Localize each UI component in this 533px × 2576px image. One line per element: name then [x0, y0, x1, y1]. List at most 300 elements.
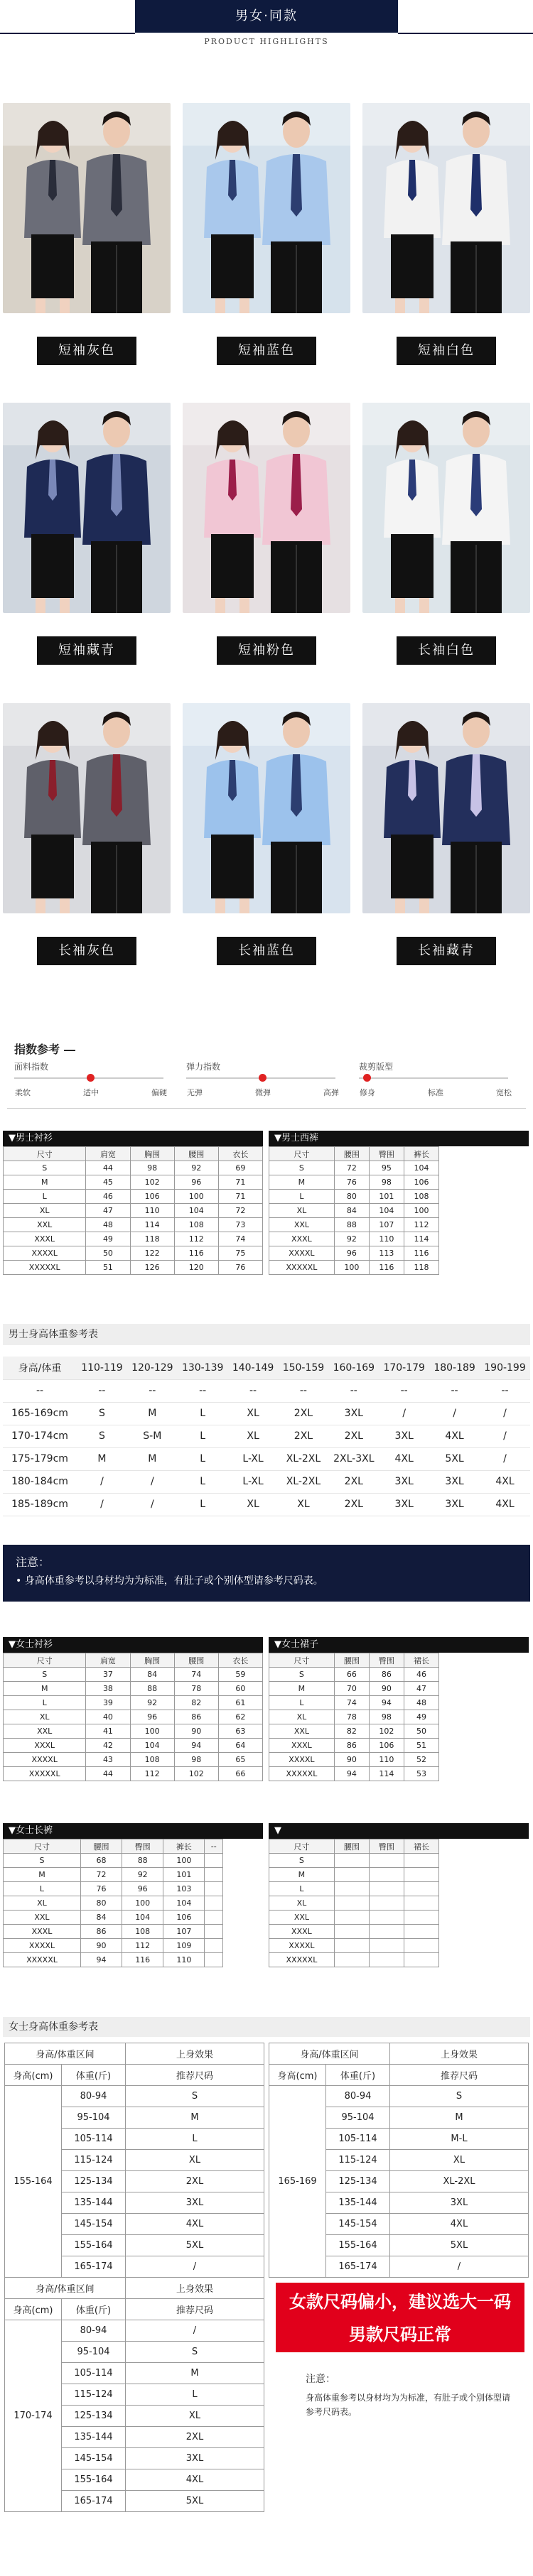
- table-cell: 165-169: [269, 2086, 326, 2278]
- table-row: [4, 1882, 223, 1896]
- table-cell: 122: [130, 1246, 174, 1261]
- index-tick: 宽松: [496, 1088, 512, 1097]
- table-row: [269, 1696, 439, 1710]
- table-cell: XL-2XL: [279, 1447, 329, 1470]
- table-cell: XL: [4, 1204, 86, 1218]
- table-header: 腰围: [334, 1839, 369, 1854]
- table-cell: 92: [174, 1161, 218, 1175]
- table-cell: 115-124: [326, 2150, 390, 2171]
- table-cell: 95-104: [326, 2107, 390, 2129]
- table-cell: XXXL: [4, 1925, 81, 1939]
- table-cell: XXXXXL: [4, 1953, 81, 1967]
- table-cell: 5XL: [126, 2491, 264, 2512]
- table-cell: 107: [163, 1925, 205, 1939]
- table-row: [269, 1261, 439, 1275]
- table-cell: 135-144: [62, 2427, 126, 2448]
- table-cell: [369, 1953, 404, 1967]
- small-note-title: 注意：: [306, 2374, 335, 2385]
- page-title: 男女·同款: [135, 0, 398, 33]
- table-cell: [404, 1925, 438, 1939]
- table-cell: 5XL: [390, 2235, 529, 2256]
- table-cell: 40: [86, 1710, 130, 1724]
- table-cell: /: [77, 1470, 127, 1493]
- table-cell: 101: [163, 1868, 205, 1882]
- men-shirt-title: ▼男士衬衫: [3, 1131, 263, 1146]
- page-subtitle: PRODUCT HIGHLIGHTS: [204, 37, 329, 46]
- table-cell: 94: [369, 1696, 404, 1710]
- table-cell: XXXXL: [4, 1246, 86, 1261]
- table-cell: 112: [130, 1767, 174, 1781]
- table-cell: --: [379, 1379, 429, 1402]
- product-label: 长袖灰色: [37, 937, 136, 965]
- table-row: [269, 1911, 439, 1925]
- table-cell: 2XL: [279, 1402, 329, 1425]
- product-label: 短袖灰色: [37, 337, 136, 365]
- product-label: 短袖藏青: [37, 636, 136, 665]
- table-cell: --: [429, 1379, 480, 1402]
- women-pants-title: ▼女士长裤: [3, 1823, 263, 1839]
- table-cell: 47: [404, 1682, 438, 1696]
- table-cell: XL: [228, 1402, 279, 1425]
- table-cell: S: [126, 2342, 264, 2363]
- table-cell: XL-2XL: [279, 1470, 329, 1493]
- table-cell: 65: [218, 1753, 262, 1767]
- table-cell: 125-134: [326, 2171, 390, 2192]
- table-cell: L: [178, 1447, 228, 1470]
- women-ref-table-2: [269, 2043, 529, 2278]
- table-cell: 90: [80, 1939, 122, 1953]
- men-ref-table: [3, 1357, 530, 1516]
- table-cell: S: [77, 1425, 127, 1447]
- table-cell: 4XL: [126, 2214, 264, 2235]
- table-cell: 82: [334, 1724, 369, 1739]
- table-row: [4, 1710, 263, 1724]
- table-cell: /: [429, 1402, 480, 1425]
- table-cell: 80-94: [62, 2086, 126, 2107]
- index-tick: 标准: [428, 1088, 443, 1097]
- table-cell: 106: [404, 1175, 438, 1190]
- table-cell: 96: [130, 1710, 174, 1724]
- men-pants-title: ▼男士西裤: [269, 1131, 529, 1146]
- table-cell: 115-124: [62, 2384, 126, 2406]
- table-cell: M: [269, 1175, 335, 1190]
- table-cell: 114: [369, 1767, 404, 1781]
- table-row: [4, 1190, 263, 1204]
- table-row: [4, 1161, 263, 1175]
- table-cell: [369, 1868, 404, 1882]
- table-header: 裤长: [163, 1839, 205, 1854]
- table-cell: XXXXL: [4, 1753, 86, 1767]
- table-cell: XXL: [4, 1724, 86, 1739]
- table-cell: XXL: [4, 1218, 86, 1232]
- table-cell: 75: [218, 1246, 262, 1261]
- table-header: 身高(cm): [269, 2065, 326, 2086]
- table-header: 110-119: [77, 1357, 127, 1379]
- table-cell: 100: [404, 1204, 438, 1218]
- table-cell: 104: [130, 1739, 174, 1753]
- index-group-label: 裁剪版型: [359, 1062, 394, 1072]
- product-photo[interactable]: [362, 403, 530, 613]
- table-cell: 115-124: [62, 2150, 126, 2171]
- small-note: [306, 2372, 512, 2419]
- table-cell: L: [4, 1190, 86, 1204]
- table-cell: 145-154: [326, 2214, 390, 2235]
- table-cell: 2XL: [126, 2427, 264, 2448]
- table-cell: 5XL: [429, 1447, 480, 1470]
- table-cell: XXXXL: [269, 1939, 335, 1953]
- table-cell: 116: [174, 1246, 218, 1261]
- table-row: [269, 1175, 439, 1190]
- table-cell: 37: [86, 1668, 130, 1682]
- table-cell: 94: [174, 1739, 218, 1753]
- table-cell: 175-179cm: [3, 1447, 77, 1470]
- table-cell: 101: [369, 1190, 404, 1204]
- table-cell: 66: [218, 1767, 262, 1781]
- table-cell: 51: [404, 1739, 438, 1753]
- table-cell: 59: [218, 1668, 262, 1682]
- divider: [7, 1108, 526, 1109]
- table-cell: XXXXXL: [4, 1767, 86, 1781]
- table-cell: 180-184cm: [3, 1470, 77, 1493]
- table-cell: 5XL: [126, 2235, 264, 2256]
- table-cell: 53: [404, 1767, 438, 1781]
- table-header: 推荐尺码: [390, 2065, 529, 2086]
- table-header: 臀围: [369, 1147, 404, 1161]
- table-row: [4, 1911, 223, 1925]
- table-cell: 50: [404, 1724, 438, 1739]
- table-row: [4, 1668, 263, 1682]
- table-row: [269, 1925, 439, 1939]
- table-cell: 76: [80, 1882, 122, 1896]
- table-cell: S: [4, 1161, 86, 1175]
- table-cell: /: [379, 1402, 429, 1425]
- table-cell: 45: [86, 1175, 130, 1190]
- table-cell: 48: [404, 1696, 438, 1710]
- table-header: 尺寸: [269, 1839, 335, 1854]
- index-tick: 偏硬: [151, 1088, 167, 1097]
- women-skirt-table: [269, 1653, 439, 1781]
- table-cell: 3XL: [379, 1470, 429, 1493]
- table-row: [4, 1175, 263, 1190]
- table-cell: --: [3, 1379, 77, 1402]
- table-cell: 90: [174, 1724, 218, 1739]
- table-cell: 72: [218, 1204, 262, 1218]
- table-cell: 114: [404, 1232, 438, 1246]
- table-cell: 104: [163, 1896, 205, 1911]
- index-group-label: 面料指数: [14, 1062, 49, 1072]
- table-cell: 3XL: [429, 1470, 480, 1493]
- table-cell: XXL: [269, 1218, 335, 1232]
- table-cell: 104: [174, 1204, 218, 1218]
- table-cell: 3XL: [328, 1402, 379, 1425]
- table-cell: 112: [174, 1232, 218, 1246]
- table-cell: 73: [218, 1218, 262, 1232]
- table-cell: 165-174: [326, 2256, 390, 2278]
- table-cell: 42: [86, 1739, 130, 1753]
- table-header: 身高/体重区间: [269, 2043, 390, 2065]
- table-header: 肩宽: [86, 1147, 130, 1161]
- table-cell: 92: [130, 1696, 174, 1710]
- table-cell: [205, 1925, 223, 1939]
- table-row: [5, 2086, 264, 2107]
- index-title: 指数参考: [14, 1040, 75, 1057]
- table-header: 尺寸: [4, 1653, 86, 1668]
- product-label: 长袖白色: [397, 636, 496, 665]
- table-row: [4, 1925, 223, 1939]
- table-cell: 50: [86, 1246, 130, 1261]
- table-header: 尺寸: [269, 1653, 335, 1668]
- table-cell: XXXL: [269, 1232, 335, 1246]
- table-cell: 107: [369, 1218, 404, 1232]
- product-photo[interactable]: [3, 703, 171, 913]
- table-row: [4, 1896, 223, 1911]
- table-cell: 49: [86, 1232, 130, 1246]
- table-cell: 80: [80, 1896, 122, 1911]
- table-cell: 39: [86, 1696, 130, 1710]
- product-photo[interactable]: [183, 703, 350, 913]
- table-cell: 2XL: [126, 2171, 264, 2192]
- table-cell: XXL: [269, 1724, 335, 1739]
- table-cell: S: [269, 1161, 335, 1175]
- table-cell: M: [126, 2363, 264, 2384]
- table-cell: 86: [174, 1710, 218, 1724]
- table-cell: 108: [174, 1218, 218, 1232]
- table-header: 裤长: [404, 1147, 438, 1161]
- table-header: 尺寸: [4, 1147, 86, 1161]
- table-cell: [404, 1854, 438, 1868]
- table-cell: 106: [369, 1739, 404, 1753]
- table-cell: [334, 1882, 369, 1896]
- table-header: 臀围: [122, 1839, 163, 1854]
- table-cell: 155-164: [62, 2469, 126, 2491]
- table-row: [269, 2086, 529, 2107]
- table-cell: XL: [390, 2150, 529, 2171]
- table-row: [269, 1953, 439, 1967]
- table-cell: S: [4, 1854, 81, 1868]
- table-cell: 94: [80, 1953, 122, 1967]
- table-cell: XL: [126, 2150, 264, 2171]
- table-cell: S: [126, 2086, 264, 2107]
- table-cell: 96: [334, 1246, 369, 1261]
- table-header: 上身效果: [390, 2043, 529, 2065]
- table-cell: 98: [369, 1710, 404, 1724]
- table-cell: 105-114: [62, 2129, 126, 2150]
- table-cell: [404, 1911, 438, 1925]
- table-header: 上身效果: [126, 2043, 264, 2065]
- table-row: [4, 1232, 263, 1246]
- table-row: [4, 1696, 263, 1710]
- product-photo[interactable]: [183, 403, 350, 613]
- table-cell: /: [127, 1470, 178, 1493]
- table-cell: --: [228, 1379, 279, 1402]
- product-photo[interactable]: [3, 103, 171, 313]
- table-cell: 2XL-3XL: [328, 1447, 379, 1470]
- table-cell: 94: [334, 1767, 369, 1781]
- table-cell: 126: [130, 1261, 174, 1275]
- table-cell: 109: [163, 1939, 205, 1953]
- table-cell: M: [77, 1447, 127, 1470]
- table-header: 衣长: [218, 1147, 262, 1161]
- table-header: 裙长: [404, 1653, 438, 1668]
- table-cell: 4XL: [379, 1447, 429, 1470]
- table-cell: 102: [130, 1175, 174, 1190]
- table-header: 腰围: [80, 1839, 122, 1854]
- table-cell: 108: [404, 1190, 438, 1204]
- table-cell: M: [390, 2107, 529, 2129]
- table-cell: XXXXXL: [269, 1767, 335, 1781]
- table-cell: [205, 1882, 223, 1896]
- table-header: 身高/体重区间: [5, 2043, 126, 2065]
- table-cell: M: [127, 1447, 178, 1470]
- table-header: 臀围: [369, 1653, 404, 1668]
- table-cell: 3XL: [126, 2192, 264, 2214]
- table-cell: [369, 1939, 404, 1953]
- table-cell: /: [390, 2256, 529, 2278]
- table-cell: 84: [80, 1911, 122, 1925]
- table-cell: L: [269, 1190, 335, 1204]
- table-row: [4, 1767, 263, 1781]
- table-cell: 49: [404, 1710, 438, 1724]
- table-cell: [404, 1939, 438, 1953]
- table-header: 身高(cm): [5, 2065, 62, 2086]
- table-row: [269, 1753, 439, 1767]
- table-header: 臀围: [369, 1839, 404, 1854]
- product-label: 短袖蓝色: [217, 337, 316, 365]
- table-cell: [334, 1925, 369, 1939]
- table-cell: XL: [279, 1493, 329, 1516]
- table-cell: 108: [130, 1753, 174, 1767]
- table-cell: XXXL: [269, 1739, 335, 1753]
- product-photo[interactable]: [362, 103, 530, 313]
- table-header: 推荐尺码: [126, 2299, 264, 2320]
- women-shirt-table: [3, 1653, 263, 1781]
- table-cell: [205, 1896, 223, 1911]
- table-cell: 4XL: [480, 1470, 530, 1493]
- table-header: 180-189: [429, 1357, 480, 1379]
- table-cell: 95-104: [62, 2342, 126, 2363]
- table-cell: [369, 1911, 404, 1925]
- table-cell: 145-154: [62, 2448, 126, 2469]
- table-cell: 64: [218, 1739, 262, 1753]
- table-cell: XXXXL: [4, 1939, 81, 1953]
- table-cell: /: [480, 1447, 530, 1470]
- table-header: 腰围: [174, 1147, 218, 1161]
- table-header: 胸围: [130, 1653, 174, 1668]
- table-cell: 76: [334, 1175, 369, 1190]
- table-row: [269, 1190, 439, 1204]
- table-cell: L: [126, 2384, 264, 2406]
- index-marker: [87, 1074, 95, 1082]
- product-label: 短袖粉色: [217, 636, 316, 665]
- table-cell: 2XL: [328, 1425, 379, 1447]
- index-marker: [363, 1074, 371, 1082]
- table-cell: 104: [369, 1204, 404, 1218]
- table-header: 腰围: [334, 1653, 369, 1668]
- table-cell: 103: [163, 1882, 205, 1896]
- table-cell: [369, 1882, 404, 1896]
- note-box: [3, 1545, 530, 1602]
- table-cell: [205, 1953, 223, 1967]
- table-cell: 66: [334, 1668, 369, 1682]
- table-cell: XL-2XL: [390, 2171, 529, 2192]
- table-cell: 46: [404, 1668, 438, 1682]
- table-cell: 48: [86, 1218, 130, 1232]
- product-photo[interactable]: [183, 103, 350, 313]
- table-row: [3, 1402, 530, 1425]
- table-cell: 165-174: [62, 2256, 126, 2278]
- table-cell: XL: [126, 2406, 264, 2427]
- table-row: [4, 1739, 263, 1753]
- table-cell: 86: [369, 1668, 404, 1682]
- table-cell: 104: [404, 1161, 438, 1175]
- table-cell: 80: [334, 1190, 369, 1204]
- blank-table-title: ▼: [269, 1823, 529, 1839]
- table-cell: [205, 1868, 223, 1882]
- table-cell: XL: [269, 1896, 335, 1911]
- table-header: 腰围: [174, 1653, 218, 1668]
- table-cell: [369, 1854, 404, 1868]
- table-row: [3, 1425, 530, 1447]
- table-cell: [334, 1953, 369, 1967]
- women-shirt-title: ▼女士衬衫: [3, 1637, 263, 1653]
- table-cell: --: [279, 1379, 329, 1402]
- table-row: [269, 1218, 439, 1232]
- table-cell: XL: [228, 1425, 279, 1447]
- index-track: [359, 1077, 508, 1079]
- table-row: [4, 1246, 263, 1261]
- table-cell: 88: [122, 1854, 163, 1868]
- table-cell: 90: [369, 1682, 404, 1696]
- table-cell: 80-94: [62, 2320, 126, 2342]
- table-row: [4, 1261, 263, 1275]
- table-row: [269, 1161, 439, 1175]
- table-cell: 165-169cm: [3, 1402, 77, 1425]
- table-cell: 120: [174, 1261, 218, 1275]
- women-pants-table: [3, 1839, 223, 1967]
- table-cell: 4XL: [429, 1425, 480, 1447]
- table-cell: 100: [130, 1724, 174, 1739]
- product-photo[interactable]: [3, 403, 171, 613]
- table-cell: --: [328, 1379, 379, 1402]
- table-cell: XL: [269, 1204, 335, 1218]
- table-cell: 84: [130, 1668, 174, 1682]
- product-label: 长袖蓝色: [217, 937, 316, 965]
- table-cell: S: [269, 1668, 335, 1682]
- table-cell: 70: [334, 1682, 369, 1696]
- size-warning-women: 女款尺码偏小，建议选大一码: [289, 2292, 511, 2312]
- men-pants-table: [269, 1146, 439, 1275]
- table-header: 身高(cm): [5, 2299, 62, 2320]
- table-cell: M: [4, 1868, 81, 1882]
- blank-size-table: [269, 1839, 439, 1967]
- product-photo[interactable]: [362, 703, 530, 913]
- table-cell: XL: [269, 1710, 335, 1724]
- table-cell: 113: [369, 1246, 404, 1261]
- table-header: 肩宽: [86, 1653, 130, 1668]
- size-warning-men: 男款尺码正常: [349, 2325, 451, 2344]
- table-cell: [404, 1868, 438, 1882]
- table-cell: 110: [130, 1204, 174, 1218]
- note-title: 注意：: [16, 1555, 50, 1569]
- table-cell: M: [269, 1868, 335, 1882]
- table-cell: 145-154: [62, 2214, 126, 2235]
- table-cell: XXXXXL: [269, 1953, 335, 1967]
- table-cell: 72: [334, 1161, 369, 1175]
- table-header: 尺寸: [269, 1147, 335, 1161]
- note-text: • 身高体重参考以身材均为为标准，有肚子或个别体型请参考尺码表。: [16, 1575, 323, 1587]
- table-cell: [334, 1939, 369, 1953]
- table-header: 腰围: [334, 1147, 369, 1161]
